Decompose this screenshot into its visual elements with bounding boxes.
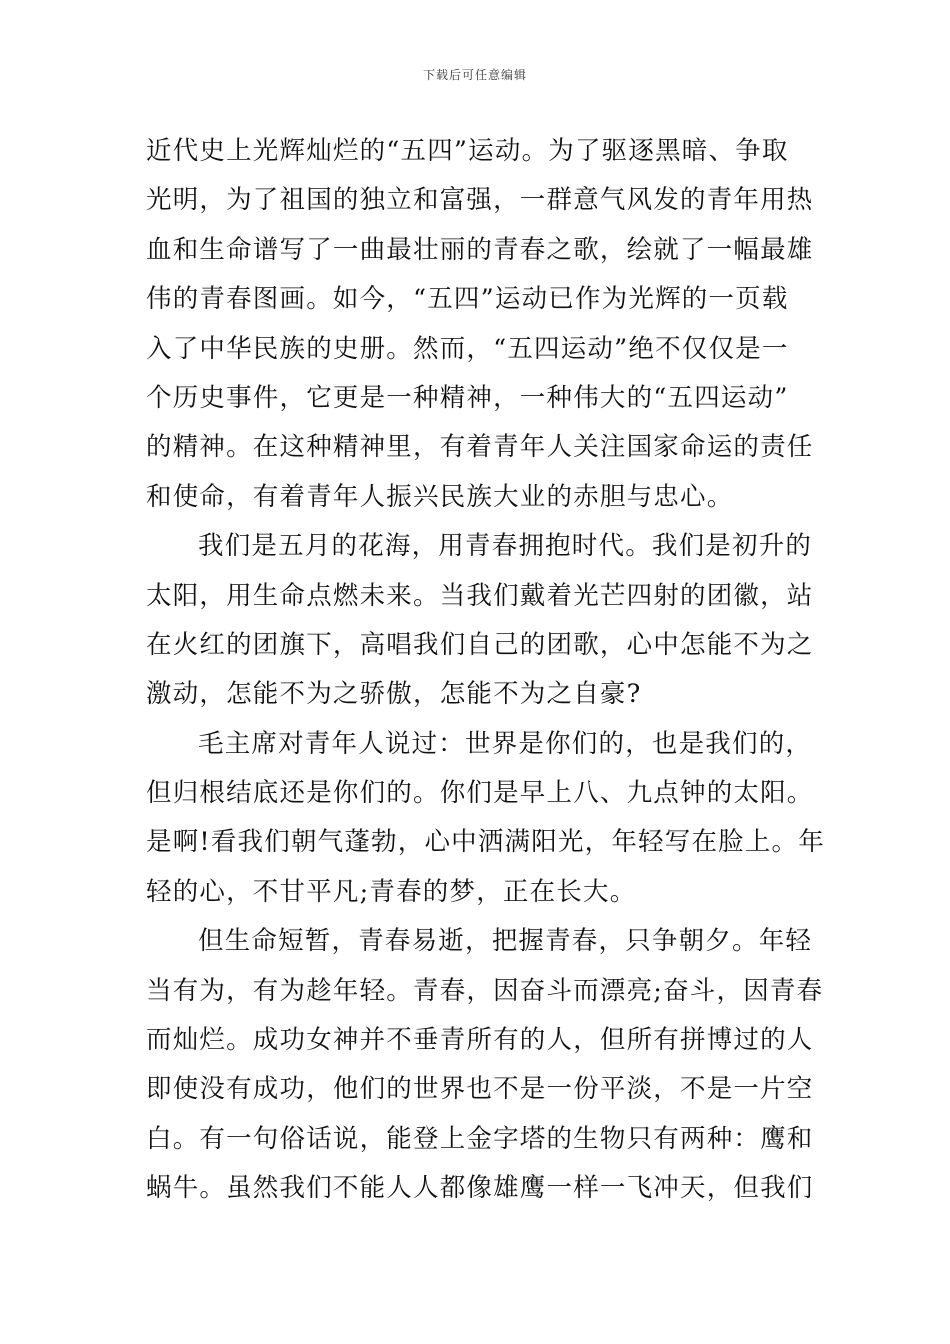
text-line: 毛主席对青年人说过：世界是你们的，也是我们的， (198, 728, 813, 759)
text-line: 个历史事件，它更是一种精神，一种伟大的“五四运动” (146, 382, 789, 413)
text-line: 而灿烂。成功女神并不垂青所有的人，但所有拼博过的人 (146, 1025, 814, 1056)
text-line: 入了中华民族的史册。然而，“五四运动”绝不仅仅是一 (146, 333, 789, 364)
text-line: 太阳，用生命点燃未来。当我们戴着光芒四射的团徽，站 (146, 580, 814, 611)
document-body (146, 127, 825, 1214)
text-line: 光明，为了祖国的独立和富强，一群意气风发的青年用热 (146, 185, 814, 216)
text-line: 和使命，有着青年人振兴民族大业的赤胆与忠心。 (146, 481, 734, 512)
text-line: 近代史上光辉灿烂的“五四”运动。为了驱逐黑暗、争取 (146, 136, 789, 166)
text-line: 但生命短暂，青春易逝，把握青春，只争朝夕。年轻 (198, 926, 813, 957)
text-line: 激动，怎能不为之骄傲，怎能不为之自豪? (146, 679, 642, 710)
text-line: 蜗牛。虽然我们不能人人都像雄鹰一样一飞冲天，但我们 (146, 1173, 814, 1204)
paragraph (146, 917, 824, 1213)
paragraph (146, 720, 825, 918)
text-line: 血和生命谱写了一曲最壮丽的青春之歌，绘就了一幅最雄 (146, 234, 814, 265)
text-line: 在火红的团旗下，高唱我们自己的团歌，心中怎能不为之 (146, 629, 814, 660)
text-line: 我们是五月的花海，用青春拥抱时代。我们是初升的 (198, 531, 813, 562)
text-line: 但归根结底还是你们的。你们是早上八、九点钟的太阳。 (146, 778, 814, 809)
text-line: 的精神。在这种精神里，有着青年人关注国家命运的责任 (146, 432, 814, 463)
text-line: 伟的青春图画。如今，“五四”运动已作为光辉的一页载 (146, 284, 789, 315)
text-line: 白。有一句俗话说，能登上金字塔的生物只有两种：鹰和 (146, 1123, 814, 1154)
text-line: 轻的心，不甘平凡;青春的梦，正在长大。 (146, 876, 637, 907)
text-line: 当有为，有为趁年轻。青春，因奋斗而漂亮;奋斗，因青春 (146, 975, 824, 1006)
text-line: 即使没有成功，他们的世界也不是一份平淡，不是一片空 (146, 1074, 814, 1105)
page-header: 下载后可任意编辑 (422, 68, 527, 82)
paragraph (146, 127, 814, 522)
paragraph (146, 522, 814, 720)
text-line: 是啊!看我们朝气蓬勃，心中洒满阳光，年轻写在脸上。年 (146, 827, 825, 858)
